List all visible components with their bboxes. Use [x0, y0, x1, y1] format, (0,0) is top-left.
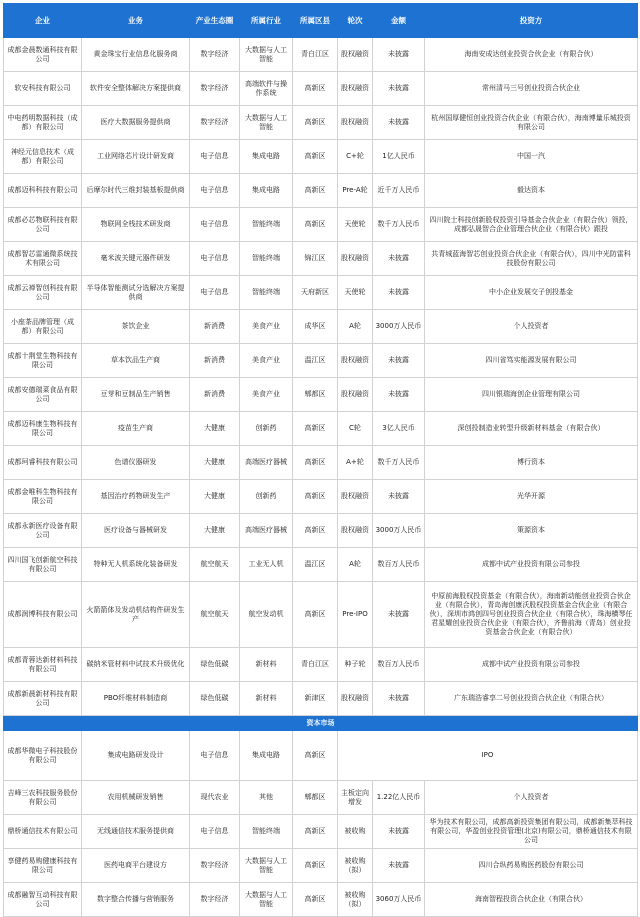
- industry-cell: 创新药: [240, 412, 293, 446]
- business-cell: 豆芽和豆制品生产销售: [82, 378, 190, 412]
- business-cell: PBO纤维材料制造商: [82, 682, 190, 716]
- ecosystem-cell: 航空航天: [190, 548, 240, 582]
- amount-cell: 3060万人民币: [373, 883, 425, 917]
- round-cell: A+轮: [338, 446, 373, 480]
- ecosystem-cell: 大健康: [190, 412, 240, 446]
- header-ecosystem: 产业生态圈: [190, 4, 240, 38]
- district-cell: 锦江区: [293, 242, 338, 276]
- amount-cell: 未披露: [373, 106, 425, 140]
- company-cell: 享健药易购健康科技有限公司: [4, 849, 82, 883]
- header-business: 业务: [82, 4, 190, 38]
- amount-cell: 数千万人民币: [373, 446, 425, 480]
- district-cell: 成华区: [293, 310, 338, 344]
- district-cell: 高新区: [293, 412, 338, 446]
- amount-cell: 3亿人民币: [373, 412, 425, 446]
- table-row: [4, 682, 638, 716]
- company-cell: 成都融智互动科技有限公司: [4, 883, 82, 917]
- industry-cell: 航空发动机: [240, 582, 293, 648]
- investor-cell: 海南安成达创业投资合伙企业（有限合伙）: [425, 38, 638, 72]
- industry-cell: 新材料: [240, 682, 293, 716]
- amount-cell: 未披露: [373, 849, 425, 883]
- table-row: [4, 344, 638, 378]
- investment-table-container: [3, 3, 637, 917]
- company-cell: 成都润博科技有限公司: [4, 582, 82, 648]
- business-cell: 草本饮品生产商: [82, 344, 190, 378]
- district-cell: 高新区: [293, 883, 338, 917]
- business-cell: 医药电商平台建设方: [82, 849, 190, 883]
- table-header-row: [4, 4, 638, 38]
- investor-cell: 四川院士科技创新股权投资引导基金合伙企业（有限合伙）领投，成都弘晟智合企业管理合伙企业（有限合伙）跟投: [425, 208, 638, 242]
- district-cell: 高新区: [293, 174, 338, 208]
- district-cell: 高新区: [293, 446, 338, 480]
- company-cell: 成都珂睿科技有限公司: [4, 446, 82, 480]
- industry-cell: 工业无人机: [240, 548, 293, 582]
- district-cell: 温江区: [293, 548, 338, 582]
- industry-cell: 高端医疗器械: [240, 446, 293, 480]
- table-row: [4, 106, 638, 140]
- round-cell: A轮: [338, 548, 373, 582]
- ecosystem-cell: 绿色低碳: [190, 648, 240, 682]
- company-cell: 成都金唯科生物科技有限公司: [4, 480, 82, 514]
- company-cell: 成都金晨数通科技有限公司: [4, 38, 82, 72]
- district-cell: 青白江区: [293, 648, 338, 682]
- business-cell: 毫米波关键元器件研发: [82, 242, 190, 276]
- amount-cell: 数百万人民币: [373, 548, 425, 582]
- table-row: [4, 514, 638, 548]
- ecosystem-cell: 数字经济: [190, 106, 240, 140]
- round-cell: C轮: [338, 412, 373, 446]
- company-cell: 成都必芯物联科技有限公司: [4, 208, 82, 242]
- ecosystem-cell: 电子信息: [190, 276, 240, 310]
- industry-cell: 智能终端: [240, 815, 293, 849]
- industry-cell: 美食产业: [240, 310, 293, 344]
- round-cell: 被收购（拟）: [338, 849, 373, 883]
- industry-cell: 智能终端: [240, 276, 293, 310]
- ecosystem-cell: 新消费: [190, 378, 240, 412]
- industry-cell: 集成电路: [240, 140, 293, 174]
- company-cell: 小座茶品牌管理（成都）有限公司: [4, 310, 82, 344]
- amount-cell: 3000万人民币: [373, 310, 425, 344]
- investor-cell: 共青城蓝海智芯创业投资合伙企业（有限合伙），四川中光防雷科技股份有限公司: [425, 242, 638, 276]
- investor-cell: 策源资本: [425, 514, 638, 548]
- round-cell: 被收购: [338, 815, 373, 849]
- investor-cell: 中小企业发展交子创投基金: [425, 276, 638, 310]
- amount-cell: 未披露: [373, 38, 425, 72]
- investor-cell: 广东瑞浩睿享二号创业投资合伙企业（有限合伙）: [425, 682, 638, 716]
- business-cell: 医疗大数据服务提供商: [82, 106, 190, 140]
- round-cell: 股权融资: [338, 344, 373, 378]
- table-row: [4, 72, 638, 106]
- district-cell: 高新区: [293, 815, 338, 849]
- amount-cell: 1.22亿人民币: [373, 781, 425, 815]
- investor-cell: 博行资本: [425, 446, 638, 480]
- investor-cell: 光华开源: [425, 480, 638, 514]
- header-amount: 金额: [373, 4, 425, 38]
- company-cell: 成都安德瑞菜食品有限公司: [4, 378, 82, 412]
- company-cell: 成都迈科科技有限公司: [4, 174, 82, 208]
- round-cell: 股权融资: [338, 514, 373, 548]
- business-cell: 碳纳米管材料中试技术升级优化: [82, 648, 190, 682]
- round-cell: C+轮: [338, 140, 373, 174]
- investor-cell: 深创投制造业转型升级新材料基金（有限合伙）: [425, 412, 638, 446]
- business-cell: 特种无人机系统化装备研发: [82, 548, 190, 582]
- district-cell: 高新区: [293, 72, 338, 106]
- district-cell: 温江区: [293, 344, 338, 378]
- district-cell: 青白江区: [293, 38, 338, 72]
- table-row: [4, 648, 638, 682]
- investor-cell: 四川合纵药易购医药股份有限公司: [425, 849, 638, 883]
- ecosystem-cell: 数字经济: [190, 883, 240, 917]
- business-cell: 色谱仪器研发: [82, 446, 190, 480]
- industry-cell: 集成电路: [240, 174, 293, 208]
- company-cell: 成都永新医疗设备有限公司: [4, 514, 82, 548]
- amount-cell: 数千万人民币: [373, 208, 425, 242]
- industry-cell: 美食产业: [240, 378, 293, 412]
- table-row: [4, 208, 638, 242]
- ecosystem-cell: 电子信息: [190, 731, 240, 781]
- table-row: [4, 815, 638, 849]
- section-label: 资本市场: [4, 716, 638, 731]
- investor-cell: 成都中试产业投资有限公司参投: [425, 548, 638, 582]
- amount-cell: 未披露: [373, 242, 425, 276]
- investor-cell: 个人投资者: [425, 781, 638, 815]
- investor-cell: 杭州国厚健恒创业投资合伙企业（有限合伙），海南博量乐城投资有限公司: [425, 106, 638, 140]
- investor-cell: 中原前海股权投资基金（有限合伙），海南新动能创业投资合伙企业（有限合伙），青岛海创康沃股权投资基金合伙企业（有限合伙），深圳市鸿创四号创业投资合伙企业（有限合伙），珠海横琴任君星耀创业投资合伙企业（有限合伙），齐鲁前海（青岛）创业投资基金合伙企业（有限合伙）: [425, 582, 638, 648]
- district-cell: 郫都区: [293, 781, 338, 815]
- amount-cell: 未披露: [373, 344, 425, 378]
- ecosystem-cell: 绿色低碳: [190, 682, 240, 716]
- industry-cell: 大数据与人工智能: [240, 106, 293, 140]
- investor-cell: 中国一汽: [425, 140, 638, 174]
- company-cell: 成都华微电子科技股份有限公司: [4, 731, 82, 781]
- header-investor: 投资方: [425, 4, 638, 38]
- round-cell: A轮: [338, 310, 373, 344]
- ecosystem-cell: 电子信息: [190, 242, 240, 276]
- table-row: [4, 140, 638, 174]
- ecosystem-cell: 航空航天: [190, 582, 240, 648]
- industry-cell: 美食产业: [240, 344, 293, 378]
- round-cell: 股权融资: [338, 38, 373, 72]
- investor-cell: 海南智程投资合伙企业（有限合伙）: [425, 883, 638, 917]
- investor-cell: 四川银瑞海创企业管理有限公司: [425, 378, 638, 412]
- business-cell: 疫苗生产商: [82, 412, 190, 446]
- amount-cell: 1亿人民币: [373, 140, 425, 174]
- company-cell: 成都智芯雷通微系统技术有限公司: [4, 242, 82, 276]
- ecosystem-cell: 数字经济: [190, 72, 240, 106]
- table-row: [4, 883, 638, 917]
- company-cell: 软安科技有限公司: [4, 72, 82, 106]
- investor-cell: IPO: [338, 731, 638, 781]
- amount-cell: 未披露: [373, 378, 425, 412]
- business-cell: 农用机械研发销售: [82, 781, 190, 815]
- business-cell: 火箭箭体及发动机结构件研发生产: [82, 582, 190, 648]
- business-cell: 工业网络芯片设计研发商: [82, 140, 190, 174]
- amount-cell: 未披露: [373, 480, 425, 514]
- round-cell: Pre-IPO: [338, 582, 373, 648]
- business-cell: 集成电路研发设计: [82, 731, 190, 781]
- amount-cell: 未披露: [373, 276, 425, 310]
- round-cell: 股权融资: [338, 378, 373, 412]
- investor-cell: 成都中试产业投资有限公司参投: [425, 648, 638, 682]
- company-cell: 吉峰三农科技服务股份有限公司: [4, 781, 82, 815]
- district-cell: 高新区: [293, 849, 338, 883]
- investor-cell: 华为技术有限公司，成都高新投资集团有限公司，成都新集萃科技有限公司，华盈创业投资管理(北京)有限公司，鼎桥通信技术有限公司: [425, 815, 638, 849]
- amount-cell: 未披露: [373, 682, 425, 716]
- ecosystem-cell: 数字经济: [190, 38, 240, 72]
- business-cell: 软件安全整体解决方案提供商: [82, 72, 190, 106]
- table-row: [4, 310, 638, 344]
- ecosystem-cell: 电子信息: [190, 208, 240, 242]
- amount-cell: 3000万人民币: [373, 514, 425, 548]
- industry-cell: 高端软件与操作系统: [240, 72, 293, 106]
- district-cell: 高新区: [293, 480, 338, 514]
- ecosystem-cell: 数字经济: [190, 849, 240, 883]
- business-cell: 黄金珠宝行业信息化服务商: [82, 38, 190, 72]
- amount-cell: 近千万人民币: [373, 174, 425, 208]
- round-cell: 股权融资: [338, 72, 373, 106]
- round-cell: 股权融资: [338, 480, 373, 514]
- business-cell: 物联网全栈技术研发商: [82, 208, 190, 242]
- district-cell: 新津区: [293, 682, 338, 716]
- business-cell: 后摩尔时代三维封装基板提供商: [82, 174, 190, 208]
- company-cell: 成都新晨新材科技有限公司: [4, 682, 82, 716]
- table-row: [4, 446, 638, 480]
- company-cell: 中电药明数据科技（成都）有限公司: [4, 106, 82, 140]
- amount-cell: 未披露: [373, 582, 425, 648]
- amount-cell: 数百万人民币: [373, 648, 425, 682]
- district-cell: 高新区: [293, 140, 338, 174]
- round-cell: 股权融资: [338, 242, 373, 276]
- table-row: [4, 781, 638, 815]
- table-row: [4, 412, 638, 446]
- ecosystem-cell: 新消费: [190, 310, 240, 344]
- round-cell: 被收购（拟）: [338, 883, 373, 917]
- ecosystem-cell: 现代农业: [190, 781, 240, 815]
- header-district: 所属区县: [293, 4, 338, 38]
- round-cell: 股权融资: [338, 682, 373, 716]
- table-row: [4, 731, 638, 781]
- company-cell: 成都迈科康生物科技有限公司: [4, 412, 82, 446]
- district-cell: 高新区: [293, 106, 338, 140]
- industry-cell: 大数据与人工智能: [240, 883, 293, 917]
- industry-cell: 创新药: [240, 480, 293, 514]
- district-cell: 高新区: [293, 731, 338, 781]
- amount-cell: 未披露: [373, 815, 425, 849]
- amount-cell: 未披露: [373, 72, 425, 106]
- investor-cell: 毅达资本: [425, 174, 638, 208]
- table-row: [4, 242, 638, 276]
- investor-cell: 常州清马三号创业投资合伙企业: [425, 72, 638, 106]
- section-row: [4, 716, 638, 731]
- ecosystem-cell: 电子信息: [190, 815, 240, 849]
- company-cell: 鼎桥通信技术有限公司: [4, 815, 82, 849]
- district-cell: 天府新区: [293, 276, 338, 310]
- business-cell: 数字整合传播与营销服务: [82, 883, 190, 917]
- ecosystem-cell: 电子信息: [190, 174, 240, 208]
- company-cell: 四川国飞创新航空科技有限公司: [4, 548, 82, 582]
- table-row: [4, 548, 638, 582]
- district-cell: 高新区: [293, 514, 338, 548]
- ecosystem-cell: 电子信息: [190, 140, 240, 174]
- capital-rows: [4, 731, 638, 917]
- table-row: [4, 276, 638, 310]
- industry-cell: 智能终端: [240, 208, 293, 242]
- industry-cell: 其他: [240, 781, 293, 815]
- capital-section: [4, 716, 638, 731]
- business-cell: 基因治疗药物研发生产: [82, 480, 190, 514]
- business-cell: 无线通信技术服务提供商: [82, 815, 190, 849]
- round-cell: Pre-A轮: [338, 174, 373, 208]
- district-cell: 高新区: [293, 582, 338, 648]
- table-row: [4, 38, 638, 72]
- table-row: [4, 378, 638, 412]
- round-cell: 天使轮: [338, 208, 373, 242]
- round-cell: 股权融资: [338, 106, 373, 140]
- ecosystem-cell: 大健康: [190, 514, 240, 548]
- ecosystem-cell: 大健康: [190, 480, 240, 514]
- business-cell: 半导体智能测试分选解决方案提供商: [82, 276, 190, 310]
- company-cell: 成都十荆堂生物科技有限公司: [4, 344, 82, 378]
- industry-cell: 智能终端: [240, 242, 293, 276]
- table-row: [4, 582, 638, 648]
- industry-cell: 大数据与人工智能: [240, 849, 293, 883]
- industry-cell: 大数据与人工智能: [240, 38, 293, 72]
- business-cell: 医疗设备与器械研发: [82, 514, 190, 548]
- primary-rows: [4, 38, 638, 716]
- investor-cell: 个人投资者: [425, 310, 638, 344]
- district-cell: 高新区: [293, 208, 338, 242]
- industry-cell: 新材料: [240, 648, 293, 682]
- header-company: 企业: [4, 4, 82, 38]
- investor-cell: 四川省笃实能源发展有限公司: [425, 344, 638, 378]
- industry-cell: 集成电路: [240, 731, 293, 781]
- header-industry: 所属行业: [240, 4, 293, 38]
- table-row: [4, 849, 638, 883]
- header-round: 轮次: [338, 4, 373, 38]
- company-cell: 成都青蓉达新材料科技有限公司: [4, 648, 82, 682]
- round-cell: 种子轮: [338, 648, 373, 682]
- ecosystem-cell: 新消费: [190, 344, 240, 378]
- company-cell: 成都云禅智创科技有限公司: [4, 276, 82, 310]
- table-row: [4, 480, 638, 514]
- round-cell: 天使轮: [338, 276, 373, 310]
- round-cell: 主板定向增发: [338, 781, 373, 815]
- table-row: [4, 174, 638, 208]
- ecosystem-cell: 大健康: [190, 446, 240, 480]
- district-cell: 郫都区: [293, 378, 338, 412]
- business-cell: 茶饮企业: [82, 310, 190, 344]
- industry-cell: 高端医疗器械: [240, 514, 293, 548]
- company-cell: 神经元信息技术（成都）有限公司: [4, 140, 82, 174]
- investment-table: [3, 3, 638, 917]
